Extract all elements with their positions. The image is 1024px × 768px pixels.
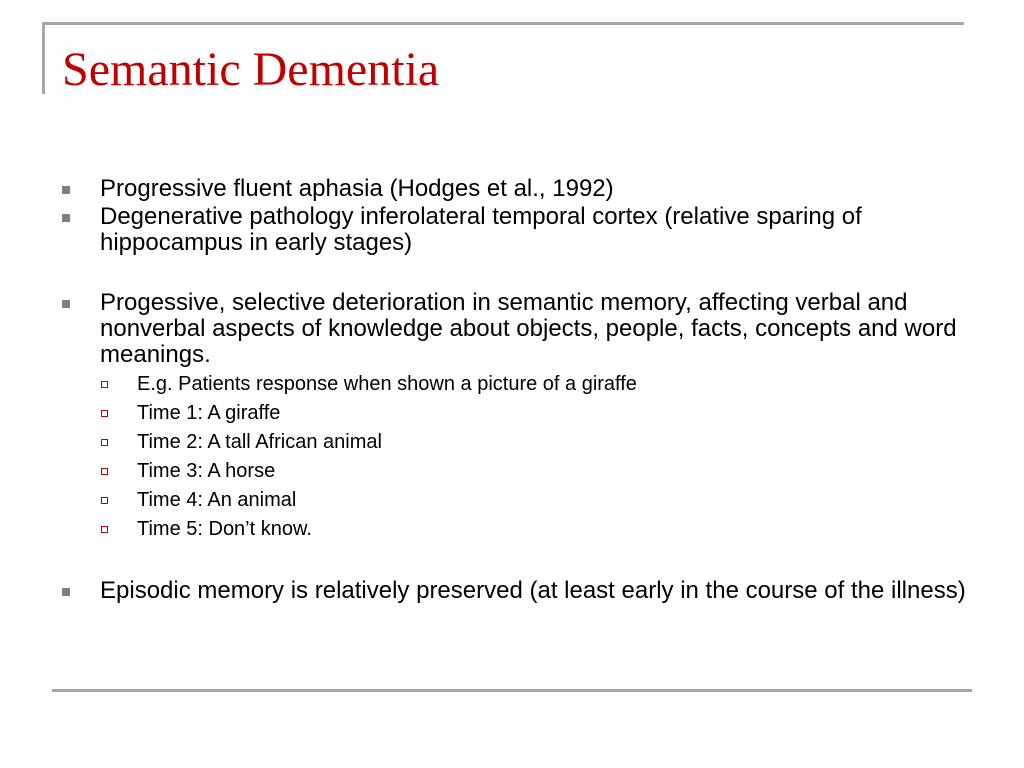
sub-bullet-text: Time 4: An animal bbox=[137, 489, 297, 511]
bullet-text: Degenerative pathology inferolateral temporal cortex (relative sparing of hippocampus in early stages) bbox=[100, 203, 862, 256]
sub-bullet-text: Time 5: Don’t know. bbox=[137, 518, 312, 540]
bullet-text: Progessive, selective deterioration in semantic memory, affecting verbal and nonverbal aspects of knowledge about objects, people, facts, concepts and word meanings. bbox=[100, 289, 957, 368]
bullet-text: Episodic memory is relatively preserved (at least early in the course of the illness) bbox=[100, 577, 966, 604]
square-bullet-icon bbox=[62, 588, 70, 596]
square-bullet-icon bbox=[62, 214, 70, 222]
hollow-square-bullet-icon bbox=[101, 526, 108, 533]
hollow-square-bullet-icon bbox=[101, 410, 108, 417]
sub-bullet-text: Time 1: A giraffe bbox=[137, 402, 281, 424]
sub-bullet-text: E.g. Patients response when shown a picture of a giraffe bbox=[137, 373, 637, 395]
hollow-square-bullet-icon bbox=[101, 497, 108, 504]
hollow-square-bullet-icon bbox=[101, 468, 108, 475]
bullet-text: Progressive fluent aphasia (Hodges et al., 1992) bbox=[100, 175, 614, 202]
slide-body bbox=[62, 176, 967, 606]
frame-left-rule bbox=[42, 22, 45, 94]
square-bullet-icon bbox=[62, 186, 70, 194]
slide-title: Semantic Dementia bbox=[62, 43, 440, 96]
bullet-item bbox=[62, 290, 967, 368]
sub-bullet-item bbox=[62, 370, 967, 399]
bullet-item bbox=[62, 176, 967, 202]
hollow-square-bullet-icon bbox=[101, 439, 108, 446]
square-bullet-icon bbox=[62, 300, 70, 308]
bullet-item bbox=[62, 578, 967, 604]
sub-bullet-item bbox=[62, 515, 967, 544]
frame-top-rule bbox=[42, 22, 964, 25]
hollow-square-bullet-icon bbox=[101, 381, 108, 388]
bullet-item bbox=[62, 204, 967, 256]
sub-bullet-item bbox=[62, 486, 967, 515]
sub-bullet-item bbox=[62, 457, 967, 486]
sub-bullet-item bbox=[62, 428, 967, 457]
frame-bottom-rule bbox=[52, 689, 972, 692]
sub-bullet-text: Time 2: A tall African animal bbox=[137, 431, 382, 453]
sub-bullet-item bbox=[62, 399, 967, 428]
sub-bullet-text: Time 3: A horse bbox=[137, 460, 276, 482]
